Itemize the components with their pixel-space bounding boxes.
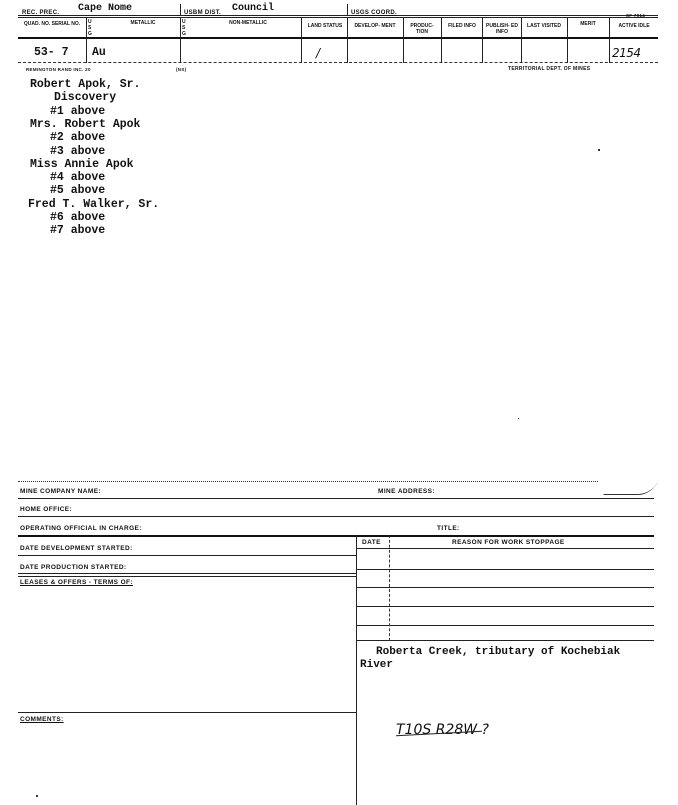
scan-speck [598,149,600,151]
usbm-dist-label: USBM DIST. [184,10,222,16]
col-metallic-label: METALLIC [130,20,156,26]
rule [18,576,356,577]
owner-entry: Miss Annie Apok [30,157,134,171]
rec-prec-label: REC. PREC. [22,10,60,16]
owner-entry: #7 above [50,224,106,238]
scribble-mark [603,480,658,495]
owner-entry: #3 above [50,144,106,158]
imprint-right: TERRITORIAL DEPT. OF MINES [508,66,591,72]
column-divider [403,17,404,63]
handwritten-township-ref: T10S R28W ? [396,722,489,738]
value-row-bottom-rule [18,62,658,63]
usgs-coord-label: USGS COORD. [351,10,397,16]
owner-entry: #2 above [50,131,106,145]
owner-entry: Fred T. Walker, Sr. [28,197,160,211]
scan-speck [518,418,519,419]
column-header-bottom-rule [18,37,658,39]
mine-address-label: MINE ADDRESS: [378,488,435,495]
imprint-left: REMINGTON RAND INC. 20 [26,67,91,72]
owner-entry: Discovery [54,91,117,105]
rule [356,569,654,570]
col-non-metallic-label: NON-METALLIC [229,20,267,26]
owner-entry: Mrs. Robert Apok [30,117,141,131]
header-top-rule [18,15,658,16]
rule [18,712,356,713]
owner-entry: Robert Apok, Sr. [30,78,141,91]
col-land-status-label: LAND STATUS [307,23,343,29]
title-label: TITLE: [437,525,460,532]
owner-entry: #6 above [50,211,106,224]
rule [356,640,654,641]
location-note-line-2: River [360,659,394,671]
rule [356,606,654,607]
land-status-value: / [316,46,321,60]
rule [356,625,654,626]
lower-top-rule [18,481,598,482]
date-development-started-label: DATE DEVELOPMENT STARTED: [20,545,133,552]
header-divider [347,4,348,16]
scan-speck [36,795,38,797]
column-divider [521,17,522,63]
owner-entry: #1 above [50,104,106,118]
col-quad-serial-label: QUAD. NO. SERIAL NO. [23,21,81,27]
metallic-value: Au [92,46,106,59]
col-production-label: PRODUC- TION [410,23,434,35]
date-col-label: DATE [362,539,381,546]
header-divider [180,4,181,16]
col-active-idle-label: ACTIVE IDLE [618,23,650,29]
rule [18,555,356,556]
rule [356,548,654,549]
quad-serial-value: 53- 7 [34,46,69,59]
usbm-dist-value: Council [232,3,275,14]
mine-company-name-label: MINE COMPANY NAME: [20,488,101,495]
location-note: Roberta Creek, tributary of Kochebiak [376,646,621,658]
rule [18,498,654,499]
owner-entry: #4 above [50,171,106,185]
home-office-label: HOME OFFICE: [20,506,73,513]
rule [18,516,654,517]
column-divider [347,17,348,63]
col-last-visited-label: LAST VISITED [527,23,561,29]
form-number: SF 7014 [626,13,646,18]
col-published-info-label: PUBLISH- ED INFO [486,23,518,35]
column-divider [441,17,442,63]
column-divider [180,17,181,63]
date-column-divider [389,535,390,641]
rule [18,535,654,537]
vertical-divider [356,535,357,805]
owner-entry: #5 above [50,184,106,198]
rec-prec-value: Cape Nome [78,3,133,14]
leases-label: LEASES & OFFERS - TERMS OF: [20,579,133,586]
column-header-top-rule [18,17,658,18]
active-idle-mark: 2154 [612,46,641,60]
column-divider [86,17,87,63]
column-divider [301,17,302,63]
column-divider [567,17,568,63]
col-usg-marks: U S G [182,19,186,37]
column-divider [609,17,610,63]
operating-official-label: OPERATING OFFICIAL IN CHARGE: [20,525,142,532]
col-merit-label: MERIT [580,21,596,27]
imprint-mid: (NS) [176,67,187,72]
date-production-started-label: DATE PRODUCTION STARTED: [20,564,127,571]
rule [18,573,356,574]
col-development-label: DEVELOP- MENT [354,23,396,29]
comments-label: COMMENTS: [20,716,64,723]
col-usg-marks: U S G [88,19,92,37]
column-divider [482,17,483,63]
rule [356,587,654,588]
col-filed-info-label: FILED INFO [448,23,476,29]
reason-col-label: REASON FOR WORK STOPPAGE [452,539,565,546]
